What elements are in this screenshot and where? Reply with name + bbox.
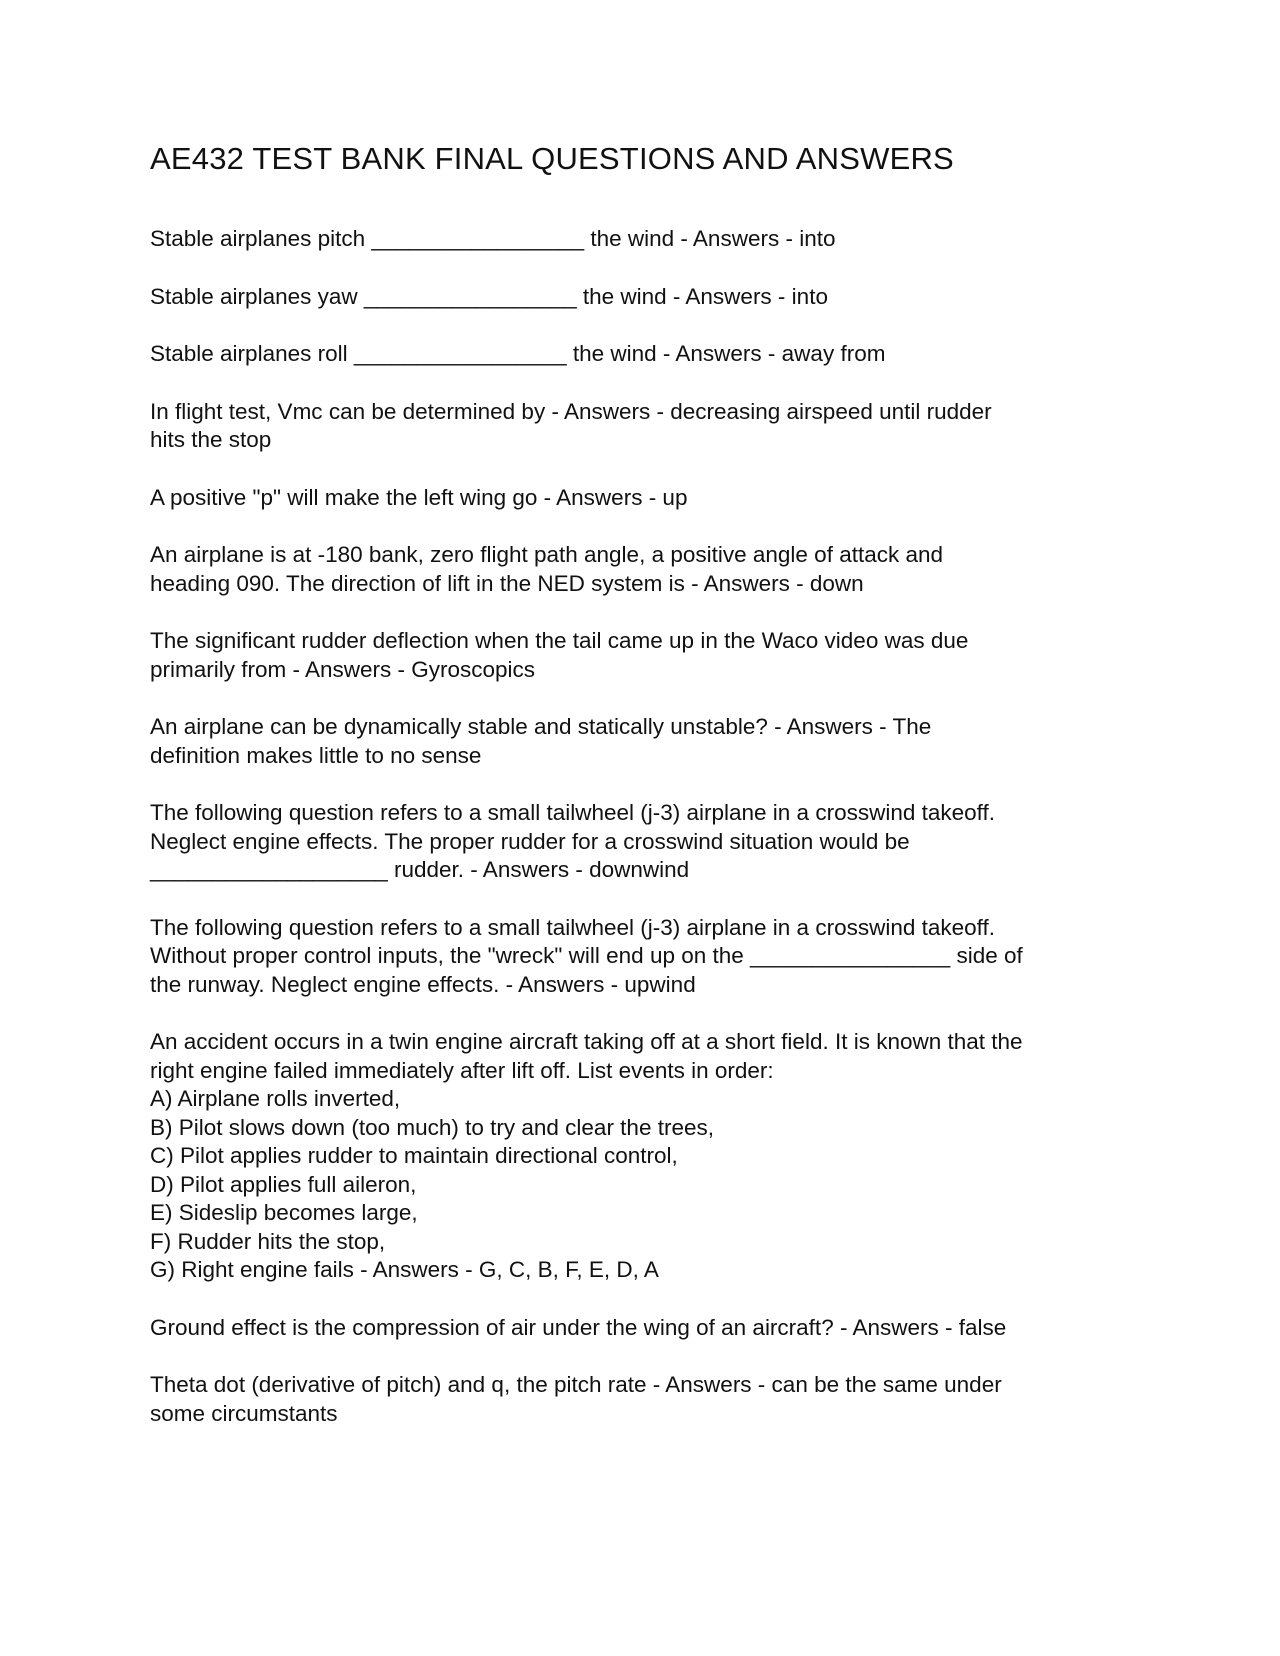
qa-item: An airplane can be dynamically stable and statically unstable? - Answers - The definition makes little to no sense [150, 714, 932, 768]
qa-list [150, 225, 1130, 1428]
qa-item: Theta dot (derivative of pitch) and q, the pitch rate - Answers - can be the same under some circumstants [150, 1372, 1002, 1426]
qa-item: The following question refers to a small tailwheel (j-3) airplane in a crosswind takeoff. Neglect engine effects. The proper rudder for a crosswind situation would be ___________________ rudder. - Answers - downwind [150, 800, 995, 883]
qa-item: Stable airplanes yaw _________________ the wind - Answers - into [150, 283, 828, 309]
qa-item: The following question refers to a small tailwheel (j-3) airplane in a crosswind takeoff. Without proper control inputs, the "wreck" will end up on the ________________ side of the runway. Neglect engine effects. - Answers - upwind [150, 914, 1023, 997]
qa-item: Ground effect is the compression of air under the wing of an aircraft? - Answers - false [150, 1314, 1007, 1340]
document-page [150, 140, 1130, 1457]
qa-item: An airplane is at -180 bank, zero flight path angle, a positive angle of attack and heading 090. The direction of lift in the NED system is - Answers - down [150, 542, 944, 596]
qa-item: Stable airplanes pitch _________________ the wind - Answers - into [150, 226, 836, 252]
qa-item: Stable airplanes roll _________________ the wind - Answers - away from [150, 341, 886, 367]
qa-item: The significant rudder deflection when the tail came up in the Waco video was due primarily from - Answers - Gyroscopics [150, 628, 969, 682]
qa-item: In flight test, Vmc can be determined by - Answers - decreasing airspeed until rudder hits the stop [150, 398, 992, 453]
qa-item: An accident occurs in a twin engine aircraft taking off at a short field. It is known that the right engine failed immediately after lift off. List events in order: A) Airplane rolls inverted, B) Pilot slows down (too much) to try and clear the trees, C) Pilot applies rudder to maintain directional control, D) Pilot applies full aileron, E) Sideslip becomes large, F) Rudder hits the stop, G) Right engine fails - Answers - G, C, B, F, E, D, A [150, 1029, 1023, 1283]
qa-item: A positive "p" will make the left wing go - Answers - up [150, 484, 688, 510]
document-title: AE432 TEST BANK FINAL QUESTIONS AND ANSWERS [150, 141, 954, 176]
